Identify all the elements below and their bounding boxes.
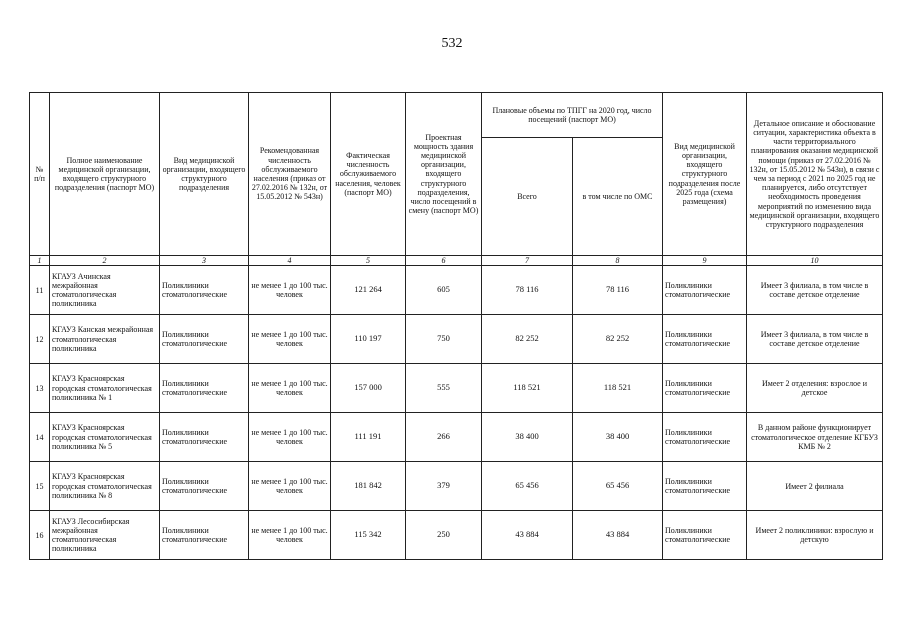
- org-kind: Поликлиники стоматологические: [160, 462, 249, 511]
- org-kind: Поликлиники стоматологические: [160, 511, 249, 560]
- table-row: [30, 315, 883, 364]
- org-kind-2025: Поликлиники стоматологические: [663, 511, 747, 560]
- row-number: 16: [30, 511, 50, 560]
- table-row: [30, 413, 883, 462]
- design-capacity: 266: [406, 413, 482, 462]
- header-planned-group: Плановые объемы по ТПГГ на 2020 год, число посещений (паспорт МО): [482, 93, 663, 138]
- planned-oms: 65 456: [573, 462, 663, 511]
- planned-oms: 78 116: [573, 266, 663, 315]
- row-number: 13: [30, 364, 50, 413]
- planned-total: 82 252: [482, 315, 573, 364]
- org-kind-2025: Поликлиники стоматологические: [663, 266, 747, 315]
- org-name: КГАУЗ Красноярская городская стоматологическая поликлиника № 8: [50, 462, 160, 511]
- org-kind-2025: Поликлиники стоматологические: [663, 315, 747, 364]
- column-number: 4: [249, 256, 331, 266]
- org-kind-2025: Поликлиники стоматологические: [663, 413, 747, 462]
- actual-population: 121 264: [331, 266, 406, 315]
- header-name: Полное наименование медицинской организации, входящего структурного подразделения (паспорт МО): [50, 93, 160, 256]
- column-number-row: [30, 256, 883, 266]
- header-description: Детальное описание и обоснование ситуации, характеристика объекта в части территориального планирования оказания медицинской помощи (приказ от 27.02.2016 № 132н, от 15.05.2012 № 543н), в связи с чем за период с 2021 по 2025 год не планируется, либо отсутствует необходимость проведения мероприятий по изменению вида медицинской организации, входящего структурного подразделения: [747, 93, 883, 256]
- actual-population: 181 842: [331, 462, 406, 511]
- actual-population: 110 197: [331, 315, 406, 364]
- row-number: 14: [30, 413, 50, 462]
- description: Имеет 2 филиала: [747, 462, 883, 511]
- description: Имеет 3 филиала, в том числе в составе детское отделение: [747, 315, 883, 364]
- planned-total: 118 521: [482, 364, 573, 413]
- actual-population: 115 342: [331, 511, 406, 560]
- org-kind: Поликлиники стоматологические: [160, 266, 249, 315]
- actual-population: 111 191: [331, 413, 406, 462]
- design-capacity: 555: [406, 364, 482, 413]
- org-kind: Поликлиники стоматологические: [160, 315, 249, 364]
- header-capacity: Проектная мощность здания медицинской организации, входящего структурного подразделения, число посещений в смену (паспорт МО): [406, 93, 482, 256]
- description: Имеет 2 отделения: взрослое и детское: [747, 364, 883, 413]
- actual-population: 157 000: [331, 364, 406, 413]
- recommended-population: не менее 1 до 100 тыс. человек: [249, 413, 331, 462]
- column-number: 6: [406, 256, 482, 266]
- planned-oms: 38 400: [573, 413, 663, 462]
- table-row: [30, 462, 883, 511]
- planned-total: 38 400: [482, 413, 573, 462]
- design-capacity: 750: [406, 315, 482, 364]
- recommended-population: не менее 1 до 100 тыс. человек: [249, 364, 331, 413]
- row-number: 11: [30, 266, 50, 315]
- row-number: 15: [30, 462, 50, 511]
- org-kind: Поликлиники стоматологические: [160, 364, 249, 413]
- org-name: КГАУЗ Красноярская городская стоматологическая поликлиника № 5: [50, 413, 160, 462]
- description: Имеет 3 филиала, в том числе в составе детское отделение: [747, 266, 883, 315]
- clinic-table: [29, 92, 883, 560]
- org-kind: Поликлиники стоматологические: [160, 413, 249, 462]
- org-name: КГАУЗ Лесосибирская межрайонная стоматологическая поликлиника: [50, 511, 160, 560]
- header-recommended: Рекомендованная численность обслуживаемого населения (приказ от 27.02.2016 № 132н, от 15.05.2012 № 543н): [249, 93, 331, 256]
- org-name: КГАУЗ Ачинская межрайонная стоматологическая поликлиника: [50, 266, 160, 315]
- column-number: 5: [331, 256, 406, 266]
- recommended-population: не менее 1 до 100 тыс. человек: [249, 511, 331, 560]
- planned-total: 78 116: [482, 266, 573, 315]
- planned-oms: 118 521: [573, 364, 663, 413]
- table-row: [30, 266, 883, 315]
- header-kind: Вид медицинской организации, входящего структурного подразделения: [160, 93, 249, 256]
- planned-total: 43 884: [482, 511, 573, 560]
- description: Имеет 2 поликлиники: взрослую и детскую: [747, 511, 883, 560]
- org-name: КГАУЗ Канская межрайонная стоматологическая поликлиника: [50, 315, 160, 364]
- column-number: 3: [160, 256, 249, 266]
- column-number: 7: [482, 256, 573, 266]
- table-row: [30, 511, 883, 560]
- column-number: 10: [747, 256, 883, 266]
- header-kind-2025: Вид медицинской организации, входящего структурного подразделения после 2025 года (схема размещения): [663, 93, 747, 256]
- column-number: 9: [663, 256, 747, 266]
- row-number: 12: [30, 315, 50, 364]
- column-number: 1: [30, 256, 50, 266]
- recommended-population: не менее 1 до 100 тыс. человек: [249, 315, 331, 364]
- page-number: 532: [441, 36, 463, 51]
- table-row: [30, 364, 883, 413]
- column-number: 2: [50, 256, 160, 266]
- design-capacity: 250: [406, 511, 482, 560]
- header-oms: в том числе по ОМС: [573, 138, 663, 256]
- design-capacity: 379: [406, 462, 482, 511]
- org-kind-2025: Поликлиники стоматологические: [663, 462, 747, 511]
- planned-oms: 43 884: [573, 511, 663, 560]
- description: В данном районе функционирует стоматологическое отделение КГБУЗ КМБ № 2: [747, 413, 883, 462]
- design-capacity: 605: [406, 266, 482, 315]
- recommended-population: не менее 1 до 100 тыс. человек: [249, 266, 331, 315]
- planned-oms: 82 252: [573, 315, 663, 364]
- header-actual: Фактическая численность обслуживаемого населения, человек (паспорт МО): [331, 93, 406, 256]
- planned-total: 65 456: [482, 462, 573, 511]
- column-number: 8: [573, 256, 663, 266]
- org-kind-2025: Поликлиники стоматологические: [663, 364, 747, 413]
- recommended-population: не менее 1 до 100 тыс. человек: [249, 462, 331, 511]
- org-name: КГАУЗ Красноярская городская стоматологическая поликлиника № 1: [50, 364, 160, 413]
- header-no: № п/п: [30, 93, 50, 256]
- header-total: Всего: [482, 138, 573, 256]
